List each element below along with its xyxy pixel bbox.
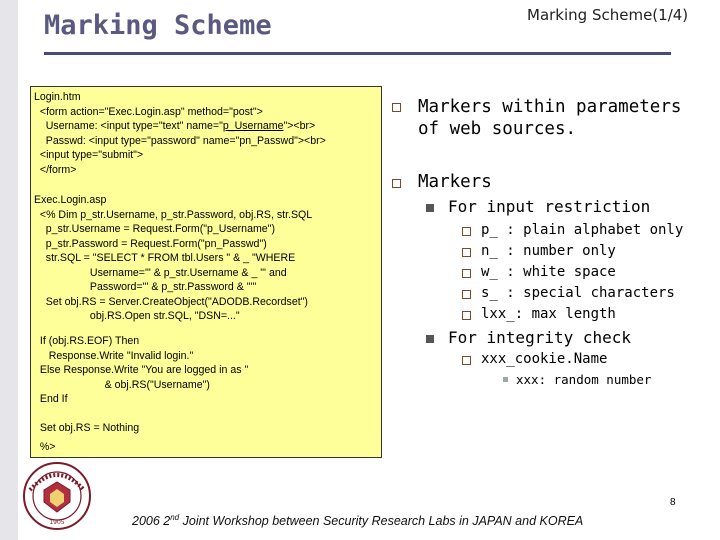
list-item: w_ : white space (481, 264, 616, 280)
code-line: Exec.Login.asp (34, 194, 107, 206)
list-item: p_ : plain alphabet only (481, 222, 684, 238)
code-line: </form> (34, 163, 77, 176)
hollow-square-bullet-icon (392, 179, 401, 188)
code-line: <form action="Exec.Login.asp" method="post"> (34, 105, 263, 118)
hollow-square-bullet-icon (462, 290, 471, 299)
small-square-bullet-icon (503, 377, 508, 382)
list-item: xxx_cookie.Name (481, 351, 608, 367)
hollow-square-bullet-icon (392, 103, 401, 112)
seal-year: 1905 (49, 519, 65, 526)
page-title: Marking Scheme (44, 10, 272, 41)
bullet-markers: Markers (418, 172, 492, 192)
list-item-nested: xxx: random number (516, 372, 652, 387)
code-listing-box (30, 86, 382, 458)
code-line: str.SQL = "SELECT * FROM tbl.Users " & _ "WHERE (34, 252, 296, 264)
hollow-square-bullet-icon (462, 248, 471, 257)
code-line-part: "><br> (283, 120, 316, 132)
left-margin-bar (0, 0, 18, 540)
code-line: p_str.Password = Request.Form("pn_Passwd") (34, 237, 267, 250)
title-divider (44, 52, 671, 55)
hollow-square-bullet-icon (462, 227, 471, 236)
page-number: 8 (670, 497, 676, 508)
hollow-square-bullet-icon (462, 311, 471, 320)
highlighted-param: p_Username (222, 120, 284, 132)
list-item: lxx_: max length (481, 306, 616, 322)
footer-rest: Joint Workshop between Security Research Labs in JAPAN and KOREA (179, 514, 584, 529)
code-line: Else Response.Write "You are logged in as " (34, 364, 249, 376)
footer-sup: nd (170, 513, 180, 522)
code-line: & obj.RS("Username") (34, 378, 210, 391)
code-line: If (obj.RS.EOF) Then (34, 335, 140, 347)
filled-square-bullet-icon (426, 204, 434, 212)
code-line: <input type="submit"> (34, 149, 144, 161)
page-subtitle: Marking Scheme(1/4) (527, 6, 689, 24)
code-line (34, 119, 315, 134)
code-line: Response.Write "Invalid login." (34, 349, 194, 362)
code-line: Login.htm (34, 91, 81, 103)
code-line: Password='" & p_str.Password & "'" (34, 281, 257, 293)
list-item: n_ : number only (481, 243, 616, 259)
code-line: Username='" & p_str.Username & _ "' and (34, 266, 287, 279)
code-line: <% Dim p_str.Username, p_str.Password, obj.RS, str.SQL (34, 208, 313, 221)
hollow-square-bullet-icon (462, 356, 471, 365)
code-line: End If (34, 393, 68, 405)
code-line: obj.RS.Open str.SQL, "DSN=..." (34, 310, 240, 322)
bullet-markers-params: Markers within parameters (418, 97, 682, 117)
sub-bullet-input-restriction: For input restriction (448, 197, 651, 216)
hollow-square-bullet-icon (462, 269, 471, 278)
list-item: s_ : special characters (481, 285, 675, 301)
code-line-part: Username: <input type="text" name=" (34, 120, 223, 132)
university-seal-logo (22, 460, 92, 532)
filled-square-bullet-icon (426, 335, 434, 343)
code-line: Set obj.RS = Server.CreateObject("ADODB.Recordset") (34, 295, 308, 308)
code-line: p_str.Username = Request.Form("p_Username") (34, 223, 275, 235)
sub-bullet-integrity-check: For integrity check (448, 328, 632, 347)
footer-prefix: 2006 2 (132, 514, 171, 529)
bullet-markers-params-cont: of web sources. (418, 119, 577, 139)
footer-text (132, 513, 583, 528)
code-line: Set obj.RS = Nothing (34, 422, 140, 434)
code-line: Passwd: <input type="password" name="pn_Passwd"><br> (34, 134, 326, 147)
code-line: %> (34, 441, 56, 453)
